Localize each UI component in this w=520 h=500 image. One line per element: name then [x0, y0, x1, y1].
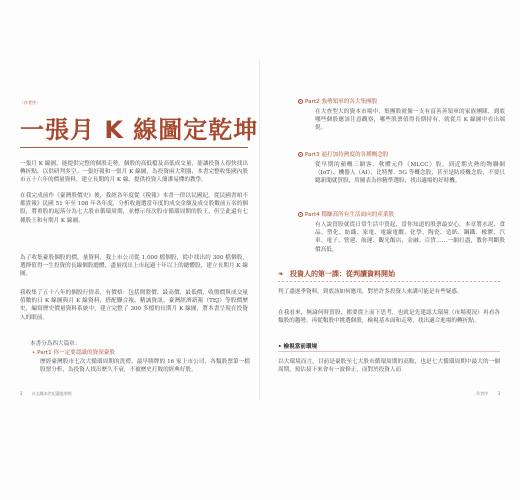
part3-heading: Part3 逼打加持熱度的各種概念股 — [305, 152, 389, 158]
paragraph-1: 一張月 K 線圖，能提供完整的個股走勢，個股的高低檔及高低成交量，能讓投資人很快找出轉折點，以供研判多空。一張好報和一張月 K 線圖，為投資兩大利器，本書完整收集國內股市五十六年的價量資料，建立長期的月 K 線，提供投資人簡潔易懂的教學。 — [20, 161, 248, 184]
bullet-circle-icon — [298, 212, 303, 217]
left-footer — [20, 391, 72, 397]
outline-intro: 本書分為四大篇章： — [30, 341, 81, 347]
part2-body: 在大查型大的資本市場中，集團股就像一支有富善善領軍的家族團隊，到底哪些個股應該注意觀察，哪些股票值得長期持有，就從月 K 線圖中看出端倪。 — [315, 109, 505, 132]
page-title: 一張月 K 線圖定乾坤 — [20, 116, 259, 144]
page-number: 2 — [20, 391, 23, 396]
running-head: 作者序 — [476, 391, 489, 396]
running-head: 社去概本世紀選股聖經 — [31, 391, 72, 396]
subsection-body: 以大環境而言，目前是臺股至七大股市循環周期的高點，也是七大循環周期中最大的一個周期，預估接下來會有一波修正，而對於投資人而 — [278, 359, 500, 374]
preface-tag: 〔作者序〕 — [20, 100, 40, 105]
section-title: 投資人的第一課：從判讀資料開始 — [290, 270, 395, 278]
paragraph-4: 我收集了五十八年的個股行情表，有價格：包括開盤價、最高價、最低價、收盤價與成交量值數的日 K 線圖與月 K 線資料，搭配聯合報、精誠資訊、臺灣經濟新報（TEJ）等股價歷史，編寫歷史價量資料系統中，建立完整了 300 多檔的長期月 K 線圖，將本書呈現在投資人的眼前。 — [20, 290, 248, 321]
ornament-icon: ❧ — [278, 270, 284, 278]
paragraph-3: 為了收集臺股個股的價，量資料，我上市公司從 1,000 檔個股，從中找出約 300 檔個股，選擇值得一生投資的長線個股總體，盡量找出上市起過十年以上的總體股，建立長期月 K 線圖。 — [20, 255, 248, 278]
section-paragraph-2: 在我看來，無論何時買股，都要從上而下思考，也就是先建認大環境（市場現況）再看各類股的趨勢，再從類股中挑選個股，檢視基本面和走勢，找出適合進場的轉折點。 — [278, 310, 500, 325]
part1-body: 歷經臺灣股市七次大循環周期的洗禮，最早勝牌的 16 家上市公司，各類股票第一檔股票分析，為投資人找出歷久不衰，不被歷史打敗的經典好股。 — [40, 359, 250, 374]
part4-body: 有人說買股就從日常生活中買起，當你知道的股票最安心，本章將水泥、食品、塑化、紡織、家電、電線電纜、化學、陶瓷、造紙、鋼鐵、橡膠、汽車、電子、營建、航運、觀光飯店、金融、百貨……一網打盡，教你判斷股價高低。 — [315, 222, 505, 253]
part1-heading: • Part1 你一定要認識的資深臺股 — [32, 350, 115, 356]
part2-heading: Part2 強勢領軍的各大集團股 — [305, 99, 378, 105]
page-number: 3 — [497, 391, 500, 396]
subsection-title: • 檢視當前環境 — [278, 344, 318, 350]
section-paragraph-1: 判了盡逐季資料，到底該如何應用，對於許多投資人來講可能是有些疑惑。 — [278, 289, 463, 295]
subsection-rule — [278, 351, 500, 352]
section-rule — [278, 281, 500, 282]
part3-body: 從早期的蘋概三網客、軟體元件（MLCC）股，到近期火熱的物聯網（IoT）、機器人（AI）、比特幣、5G 等概念股，甚至是防疫概念股，不要只聽新聞就買股，用圖表為你精準選股，找出適場的好時機。 — [315, 162, 505, 185]
right-footer — [476, 391, 500, 397]
bullet-circle-icon — [298, 99, 303, 104]
paragraph-2: 在我完成前作《臺灣股價史》後，我經各年度從《稅報》本書一律以民國紀，從民國書咱不都貴報》民國 51 年至 108 年各年度，分析收週遭當年度的成交金額及成交股數前五名的個股，將重股的起落分為七大股市循環周期，並標示每次股市循環周期的股王，但呈此還有七種股王和有期月 K 線圖。 — [20, 193, 248, 224]
part4-heading: Part4 穩賺高所有生活面向的產業股 — [305, 212, 395, 218]
title-divider — [20, 147, 248, 148]
bullet-circle-icon — [298, 152, 303, 157]
